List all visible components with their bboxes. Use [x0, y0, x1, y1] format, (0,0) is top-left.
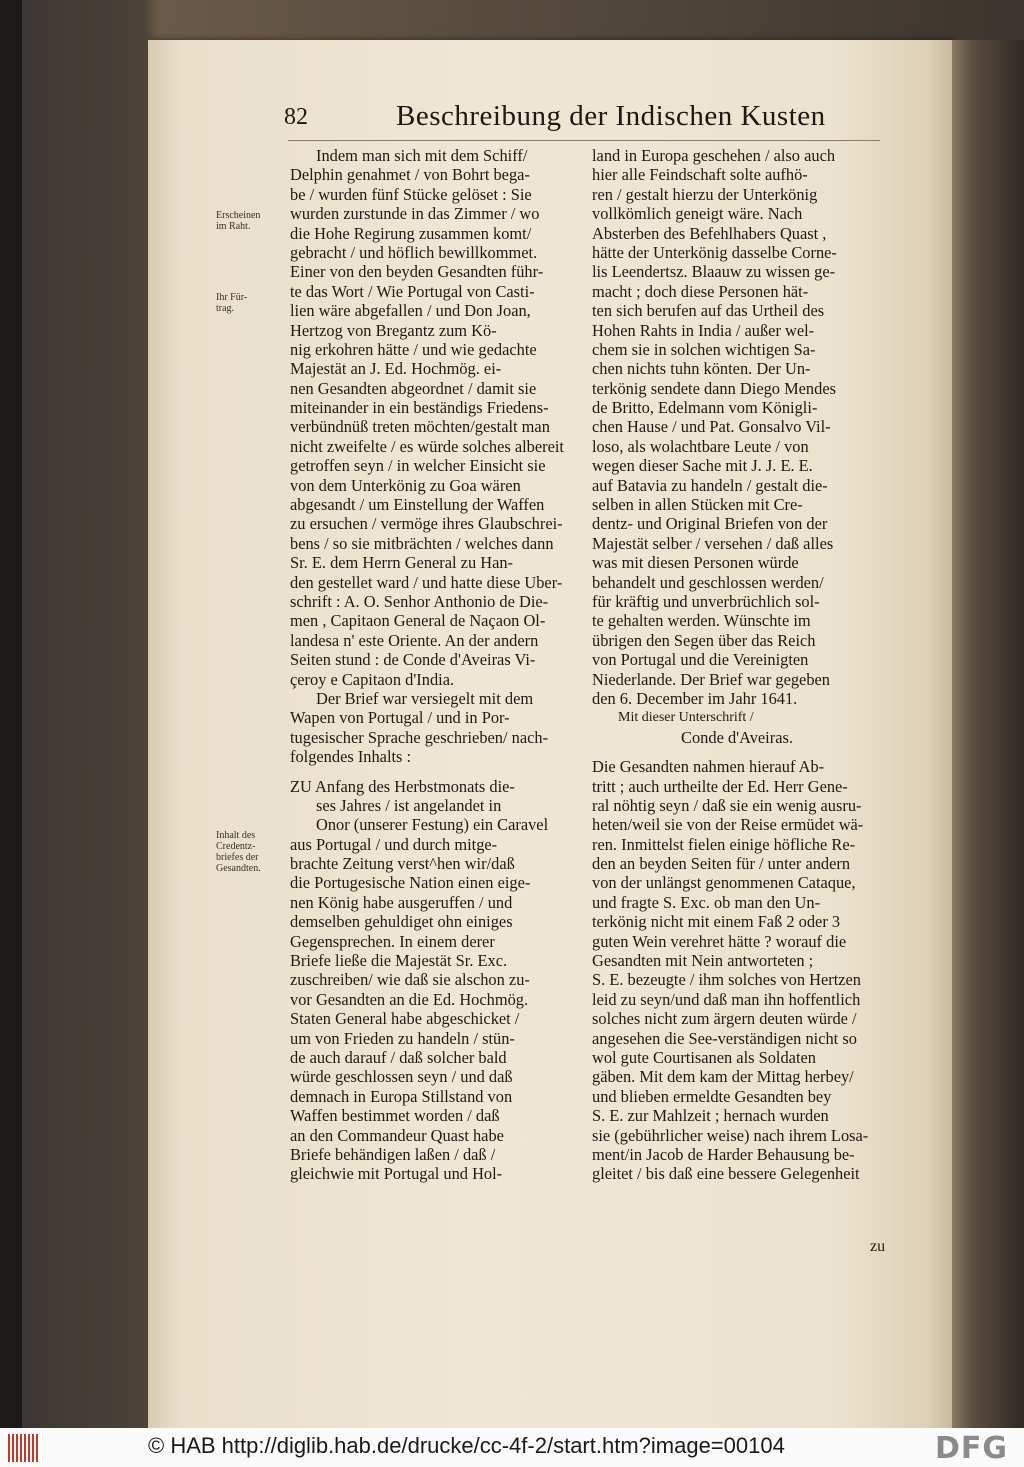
- text-line: getroffen seyn / in welcher Einsicht sie: [290, 456, 546, 476]
- text-line: de auch darauf / daß solcher bald: [290, 1047, 507, 1067]
- text-line: lien wäre abgefallen / und Don Joan,: [290, 301, 531, 321]
- text-line: nen Gesandten abgeordnet / damit sie: [290, 378, 537, 398]
- text-line: Hertzog von Bregantz zum Kö-: [290, 320, 497, 340]
- text-line: macht ; doch diese Personen hät-: [592, 281, 809, 301]
- text-line: ses Jahres / ist angelandet in: [316, 795, 502, 815]
- text-line: miteinander in ein beständigs Friedens-: [290, 398, 549, 418]
- margin-note-line: Gesandten.: [216, 863, 261, 874]
- text-column-left: [290, 146, 584, 1184]
- text-line: schrift : A. O. Senhor Anthonio de Die-: [290, 591, 549, 611]
- text-line: Majestät selber / versehen / daß alles: [592, 533, 834, 553]
- paragraph-gap: [592, 747, 882, 757]
- text-line: gebracht / und höflich bewillkommet.: [290, 242, 538, 262]
- text-line: würde geschlossen seyn / und daß: [290, 1067, 513, 1087]
- text-line: hier alle Feindschaft solte aufhö-: [592, 165, 808, 185]
- text-line: vollkömlich geneigt wäre. Nach: [592, 204, 803, 224]
- text-line: den an beyden Seiten für / unter andern: [592, 854, 851, 874]
- text-line: die Portugesische Nation einen eige-: [290, 873, 531, 893]
- text-line: Mit dieser Unterschrift /: [618, 710, 754, 726]
- header-rule: [288, 140, 880, 141]
- text-line: was mit diesen Personen würde: [592, 553, 799, 573]
- text-line: tritt ; auch urtheilte der Ed. Herr Gene-: [592, 776, 848, 796]
- text-line: nig erkohren hätte / und wie gedachte: [290, 339, 537, 359]
- margin-note-1: [216, 210, 288, 232]
- text-line: te gehalten werden. Wünschte im: [592, 611, 811, 631]
- margin-note-3: [216, 830, 288, 874]
- viewer-footer-bar: [0, 1428, 1024, 1467]
- text-line: Die Gesandten nahmen hierauf Ab-: [592, 757, 825, 777]
- text-line: Staten General habe abgeschicket /: [290, 1009, 520, 1029]
- catchword: zu: [870, 1238, 886, 1255]
- text-line: nicht zweifelte / es würde solches albereit: [290, 436, 564, 456]
- text-line: Niederlande. Der Brief war gegeben: [592, 669, 831, 689]
- text-line: Gegensprechen. In einem derer: [290, 931, 495, 951]
- text-line: wegen dieser Sache mit J. J. E. E.: [592, 456, 813, 476]
- margin-note-line: Erscheinen: [216, 210, 261, 221]
- text-line: Briefe ließe die Majestät Sr. Exc.: [290, 951, 508, 971]
- text-line: S. E. zur Mahlzeit ; hernach wurden: [592, 1106, 829, 1126]
- text-line: ZU Anfang des Herbstmonats die-: [290, 776, 515, 796]
- text-line: Seiten stund : de Conde d'Aveiras Vi-: [290, 650, 536, 670]
- text-line: land in Europa geschehen / also auch: [592, 146, 836, 165]
- text-line: dentz- und Original Briefen von der: [592, 514, 828, 534]
- text-line: Gesandten mit Nein antworteten ;: [592, 951, 814, 971]
- text-line: von Portugal und die Vereinigten: [592, 650, 809, 670]
- text-line: Sr. E. dem Herrn General zu Han-: [290, 553, 514, 573]
- text-line: zu ersuchen / vermöge ihres Glaubschrei-: [290, 514, 563, 534]
- margin-note-line: Ihr Für-: [216, 292, 248, 303]
- margin-note-2: [216, 292, 288, 314]
- page-edge-shadow: [952, 40, 1024, 1428]
- text-column-right: [592, 146, 882, 1184]
- text-line: hätte der Unterkönig dasselbe Corne-: [592, 242, 837, 262]
- text-line: solches nicht zum ärgern deuten würde /: [592, 1009, 857, 1029]
- text-line: loso, als wolachtbare Leute / von: [592, 436, 809, 456]
- text-line: Briefe behändigen laßen / daß /: [290, 1144, 496, 1164]
- text-line: Absterben des Befehlhabers Quast ,: [592, 223, 827, 243]
- text-line: gleitet / bis daß eine bessere Gelegenheit: [592, 1164, 860, 1184]
- dfg-logo: DFG: [935, 1431, 1009, 1466]
- text-line: ten sich berufen auf das Urtheil des: [592, 301, 825, 321]
- text-line: chen Hause / und Pat. Gonsalvo Vil-: [592, 417, 831, 437]
- text-line: abgesandt / um Einstellung der Waffen: [290, 495, 545, 515]
- text-line: leid zu seyn/und daß man ihn hoffentlich: [592, 989, 861, 1009]
- text-line: vor Gesandten an die Ed. Hochmög.: [290, 989, 529, 1009]
- text-line: nen König habe ausgeruffen / und: [290, 892, 513, 912]
- text-line: Indem man sich mit dem Schiff/: [316, 146, 528, 165]
- text-line: wurden zurstunde in das Zimmer / wo: [290, 204, 540, 224]
- text-line: wol gute Courtisanen als Soldaten: [592, 1047, 816, 1067]
- text-line: terkönig nicht mit einem Faß 2 oder 3: [592, 912, 841, 932]
- margin-note-line: trag.: [216, 303, 235, 314]
- text-line: aus Portugal / und durch mitge-: [290, 834, 498, 854]
- text-line: und blieben ermeldte Gesandten bey: [592, 1086, 832, 1106]
- text-line: te das Wort / Wie Portugal von Casti-: [290, 281, 535, 301]
- text-line: demselben gehuldiget ohn einiges: [290, 912, 513, 932]
- text-line: um von Frieden zu handeln / stün-: [290, 1028, 515, 1048]
- page-header: [284, 100, 826, 140]
- text-line: ren / gestalt hierzu der Unterkönig: [592, 184, 818, 204]
- text-line: Hohen Rahts in India / außer wel-: [592, 320, 815, 340]
- text-line: lis Leendertsz. Blaauw zu wissen ge-: [592, 262, 836, 282]
- text-line: sie (gebührlicher weise) nach ihrem Losa-: [592, 1125, 869, 1145]
- margin-note-line: Inhalt des: [216, 830, 256, 841]
- text-line: Delphin genahmet / von Bohrt bega-: [290, 165, 530, 185]
- text-line: S. E. bezeugte / ihm solches von Hertzen: [592, 970, 862, 990]
- text-line: demnach in Europa Stillstand von: [290, 1086, 513, 1106]
- text-line: die Hohe Regirung zusammen komt/: [290, 223, 532, 243]
- text-line: çeroy e Capitaon d'India.: [290, 669, 455, 689]
- text-line: Der Brief war versiegelt mit dem: [316, 688, 534, 708]
- text-line: chem sie in solchen wichtigen Sa-: [592, 339, 816, 359]
- text-line: terkönig sendete dann Diego Mendes: [592, 378, 836, 398]
- text-line: den gestellet ward / und hatte diese Uber-: [290, 572, 563, 592]
- text-line: auf Batavia zu handeln / gestalt die-: [592, 475, 828, 495]
- text-line: ral nöhtig seyn / daß sie ein wenig ausru-: [592, 795, 862, 815]
- text-line: selben in allen Stücken mit Cre-: [592, 495, 803, 515]
- running-title: Beschreibung der Indischen Kusten: [396, 100, 826, 132]
- text-line: Wapen von Portugal / und in Por-: [290, 708, 510, 728]
- text-line: tugesischer Sprache geschrieben/ nach-: [290, 727, 549, 747]
- text-line: übrigen den Segen über das Reich: [592, 630, 816, 650]
- text-line: für kräftig und unverbrüchlich sol-: [592, 591, 820, 611]
- text-line: und fragte S. Exc. ob man den Un-: [592, 892, 821, 912]
- book-spine: [0, 0, 22, 1428]
- margin-note-line: Credentz-: [216, 841, 256, 852]
- text-line: men , Capitaon General de Naçaon Ol-: [290, 611, 546, 631]
- paragraph-gap: [290, 767, 584, 777]
- text-line: angesehen die See-verständigen nicht so: [592, 1028, 857, 1048]
- text-line: Onor (unserer Festung) ein Caravel: [316, 815, 549, 835]
- text-line: de Britto, Edelmann vom Königli-: [592, 398, 818, 418]
- text-line: verbündnüß treten möchten/gestalt man: [290, 417, 550, 437]
- text-line: bens / so sie mitbrächten / welches dann: [290, 533, 554, 553]
- margin-note-line: briefes der: [216, 852, 259, 863]
- text-line: den 6. December im Jahr 1641.: [592, 688, 798, 708]
- source-credit-link[interactable]: © HAB http://diglib.hab.de/drucke/cc-4f-2/start.htm?image=00104: [148, 1433, 785, 1458]
- text-line: heten/weil sie von der Reise ermüdet wä-: [592, 815, 864, 835]
- text-line: Conde d'Aveiras.: [681, 727, 793, 747]
- text-line: ment/in Jacob de Harder Behausung be-: [592, 1144, 855, 1164]
- text-line: guten Wein verehret hätte ? worauf die: [592, 931, 847, 951]
- text-line: zuschreiben/ wie daß sie alschon zu-: [290, 970, 530, 990]
- text-line: chen nichts tuhn könten. Der Un-: [592, 359, 811, 379]
- text-line: landesa n' este Oriente. An der andern: [290, 630, 539, 650]
- text-line: gäben. Mit dem kam der Mittag herbey/: [592, 1067, 854, 1087]
- text-line: be / wurden fünf Stücke gelöset : Sie: [290, 184, 532, 204]
- text-line: ren. Inmittelst fielen einige höfliche Re-: [592, 834, 856, 854]
- text-line: folgendes Inhalts :: [290, 747, 412, 767]
- text-line: von der unlängst genommenen Cataque,: [592, 873, 856, 893]
- text-line: gleichwie mit Portugal und Hol-: [290, 1164, 503, 1184]
- margin-note-line: im Raht.: [216, 221, 251, 232]
- text-line: von dem Unterkönig zu Goa wären: [290, 475, 521, 495]
- barcode-icon: [8, 1434, 44, 1462]
- text-line: an den Commandeur Quast habe: [290, 1125, 504, 1145]
- text-line: Majestät an J. Ed. Hochmög. ei-: [290, 359, 502, 379]
- text-line: behandelt und geschlossen werden/: [592, 572, 824, 592]
- page-number: 82: [284, 104, 308, 130]
- text-line: brachte Zeitung verst^hen wir/daß: [290, 854, 515, 874]
- text-line: Einer von den beyden Gesandten führ-: [290, 262, 544, 282]
- text-line: Waffen bestimmet worden / daß: [290, 1106, 500, 1126]
